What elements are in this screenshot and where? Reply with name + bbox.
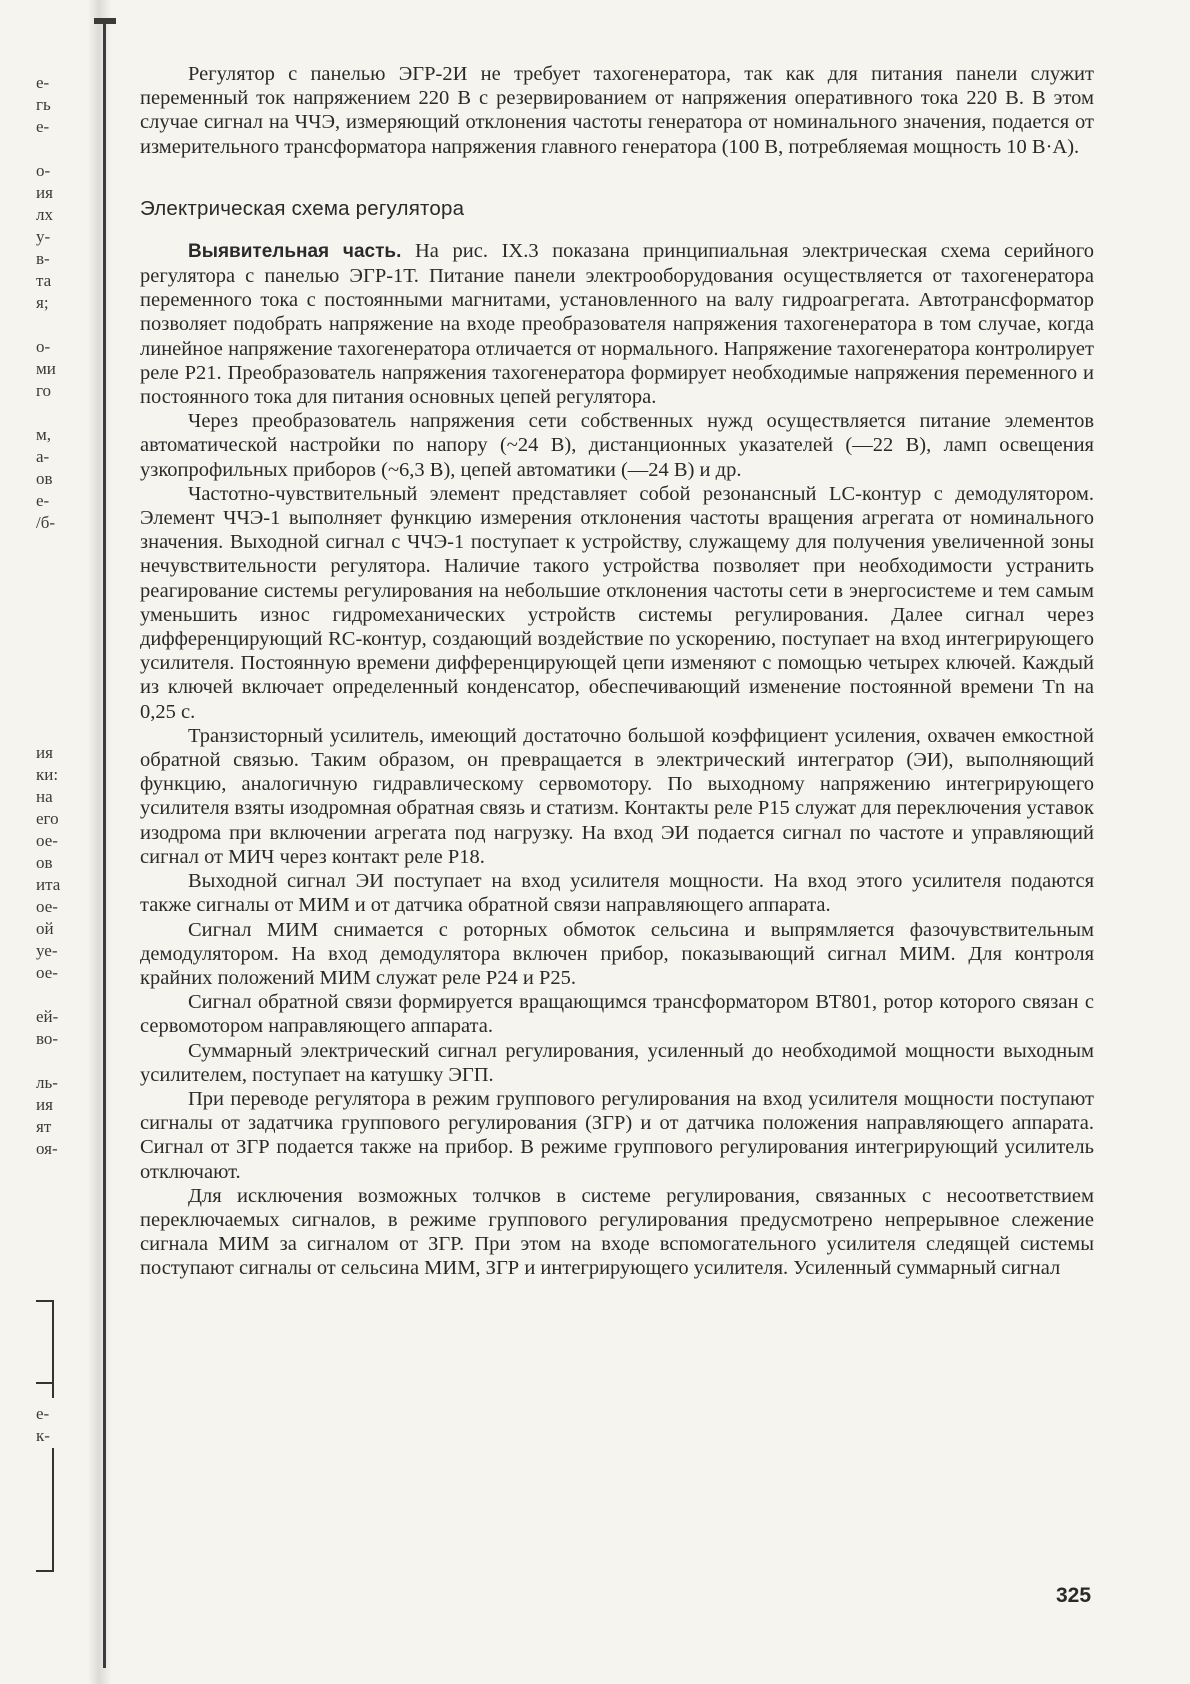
paragraph-4: Транзисторный усилитель, имеющий достаточно большой коэффициент усиления, охвачен емкостной обратной связью. Таким образом, он превращается в электрический интегратор (ЭИ), выполняющий функцию, аналогичную гидравлическому сервомотору. По выходному напряжению интегрирующего усилителя взяты изодромная обратная связь и статизм. Контакты реле Р15 служат для переключения уставок изодрома при включении агрегата под нагрузку. На вход ЭИ подается сигнал по частоте и управляющий сигнал от МИЧ через контакт реле Р18. bbox=[140, 724, 1094, 868]
intro-paragraph: Регулятор с панелью ЭГР-2И не требует тахогенератора, так как для питания панели служит переменный ток напряжением 220 В с резервированием от напряжения оперативного тока 220 В. В этом случае сигнал на ЧЧЭ, измеряющий отклонения частоты генератора от номинального значения, подается от измерительного трансформатора напряжения главного генератора (100 В, потребляемая мощность 10 В·А). bbox=[140, 63, 1094, 158]
margin-fragment: та bbox=[36, 271, 52, 290]
margin-fragment: во- bbox=[36, 1029, 59, 1048]
paragraph-6: Сигнал МИМ снимается с роторных обмоток сельсина и выпрямляется фазочувствительным демодулятором. На вход демодулятора включен прибор, показывающий сигнал МИМ. Для контроля крайних положений МИМ служат реле Р24 и Р25. bbox=[140, 918, 1094, 989]
margin-fragment: ми bbox=[36, 359, 56, 378]
margin-fragments-top bbox=[36, 72, 88, 534]
margin-fragment: ое- bbox=[36, 897, 58, 916]
margin-fragment: я; bbox=[36, 293, 49, 312]
margin-fragment: ль- bbox=[36, 1073, 58, 1092]
margin-fragment: го bbox=[36, 381, 52, 400]
margin-fragment: ов bbox=[36, 853, 53, 872]
margin-fragment: у- bbox=[36, 227, 51, 246]
margin-bracket-top bbox=[36, 1300, 54, 1382]
margin-bracket-bottom bbox=[36, 1448, 54, 1572]
margin-fragment: ов bbox=[36, 469, 53, 488]
margin-bracket-mid bbox=[36, 1382, 54, 1398]
margin-fragment: о- bbox=[36, 161, 51, 180]
margin-fragment bbox=[36, 402, 88, 424]
paragraph-10: Для исключения возможных толчков в системе регулирования, связанных с несоответствием переключаемых сигналов, в режиме группового регулирования предусмотрено непрерывное слежение сигнала МИМ за сигналом от ЗГР. При этом на входе вспомогательного усилителя следящей системы поступают сигналы от сельсина МИМ, ЗГР и интегрирующего усилителя. Усиленный суммарный сигнал bbox=[140, 1184, 1094, 1280]
margin-fragment: е- bbox=[36, 73, 50, 92]
page-body bbox=[140, 62, 1094, 1281]
margin-fragment bbox=[36, 984, 88, 1006]
margin-fragment: ита bbox=[36, 875, 61, 894]
margin-fragment: о- bbox=[36, 337, 51, 356]
margin-fragment: ое- bbox=[36, 963, 58, 982]
section-heading: Электрическая схема регулятора bbox=[140, 196, 465, 220]
margin-fragment: оя- bbox=[36, 1139, 58, 1158]
margin-fragment bbox=[36, 314, 88, 336]
margin-fragment: е- bbox=[36, 1404, 50, 1423]
margin-fragment: ия bbox=[36, 183, 53, 202]
margin-fragment: ия bbox=[36, 1095, 53, 1114]
paragraph-7: Сигнал обратной связи формируется вращающимся трансформатором ВТ801, ротор которого связан с сервомотором направляющего аппарата. bbox=[140, 991, 1094, 1038]
margin-fragment: его bbox=[36, 809, 59, 828]
paragraph-1 bbox=[140, 239, 1094, 409]
paragraph-5: Выходной сигнал ЭИ поступает на вход усилителя мощности. На вход этого усилителя подаются также сигналы от МИМ и от датчика обратной связи направляющего аппарата. bbox=[140, 870, 1094, 917]
margin-fragment: уе- bbox=[36, 941, 58, 960]
margin-fragment: ой bbox=[36, 919, 54, 938]
margin-fragment: на bbox=[36, 787, 53, 806]
paragraph-9: При переводе регулятора в режим группового регулирования на вход усилителя мощности поступают сигналы от задатчика группового регулирования (ЗГР) и от датчика положения направляющего аппарата. Сигнал от ЗГР подается также на прибор. В режиме группового регулирования интегрирующий усилитель отключают. bbox=[140, 1087, 1094, 1183]
margin-fragment: гь bbox=[36, 95, 51, 114]
margin-fragment: ят bbox=[36, 1117, 52, 1136]
paragraph-2: Через преобразователь напряжения сети собственных нужд осуществляется питание элементов автоматической настройки по напору (~24 В), дистанционных указателей (—22 В), ламп освещения узкопрофильных приборов (~6,3 В), цепей автоматики (—24 В) и др. bbox=[140, 410, 1094, 481]
margin-fragment: м, bbox=[36, 425, 52, 444]
margin-fragment bbox=[36, 1050, 88, 1072]
margin-fragment: а- bbox=[36, 447, 50, 466]
margin-fragment: е- bbox=[36, 117, 50, 136]
margin-fragment: е- bbox=[36, 491, 50, 510]
page-number: 325 bbox=[1056, 1584, 1092, 1607]
binding-shadow bbox=[88, 0, 112, 1684]
binding-line bbox=[103, 18, 106, 1668]
margin-fragments-bottom bbox=[36, 1403, 88, 1447]
margin-fragment: /б- bbox=[36, 513, 56, 532]
margin-fragment bbox=[36, 138, 88, 160]
paragraph-3: Частотно-чувствительный элемент представляет собой резонансный LC-контур с демодулятором. Элемент ЧЧЭ-1 выполняет функцию измерения отклонения частоты вращения агрегата от номинального значения. Выходной сигнал с ЧЧЭ-1 поступает к устройству, служащему для получения увеличенной зоны нечувствительности регулятора. Наличие такого устройства позволяет при необходимости устранить реагирование системы регулирования на небольшие отклонения частоты сети в энергосистеме и тем самым уменьшить износ гидромеханических устройств системы регулирования. Далее сигнал через дифференцирующий RC-контур, создающий воздействие по ускорению, поступает на вход интегрирующего усилителя. Постоянную времени дифференцирующей цепи изменяют с помощью четырех ключей. Каждый из ключей включает определенный конденсатор, обеспечивающий изменение постоянной времени Tn на 0,25 с. bbox=[140, 482, 1094, 723]
margin-fragments-middle bbox=[36, 742, 88, 1160]
margin-fragment: ей- bbox=[36, 1007, 59, 1026]
margin-fragment: лх bbox=[36, 205, 53, 224]
margin-fragment: к- bbox=[36, 1426, 50, 1445]
margin-fragment: ое- bbox=[36, 831, 58, 850]
margin-fragment: ки: bbox=[36, 765, 59, 784]
paragraph-1-text: На рис. IX.3 показана принципиальная электрическая схема серийного регулятора с панелью ЭГР-1Т. Питание панели электрооборудования осуществляется от тахогенератора переменного тока с постоянными магнитами, установленного на валу гидроагрегата. Автотрансформатор позволяет подобрать напряжение на входе преобразователя напряжения тахогенератора в том случае, когда линейное напряжение тахогенератора отличается от нормального. Напряжение тахогенератора контролирует реле Р21. Преобразователь напряжения тахогенератора формирует необходимые напряжения переменного и постоянного тока для питания основных цепей регулятора. bbox=[140, 239, 1095, 409]
paragraph-lead: Выявительная часть. bbox=[188, 240, 402, 262]
paragraph-8: Суммарный электрический сигнал регулирования, усиленный до необходимой мощности выходным усилителем, поступает на катушку ЭГП. bbox=[140, 1039, 1094, 1086]
margin-fragment: ия bbox=[36, 743, 53, 762]
margin-fragment: в- bbox=[36, 249, 50, 268]
